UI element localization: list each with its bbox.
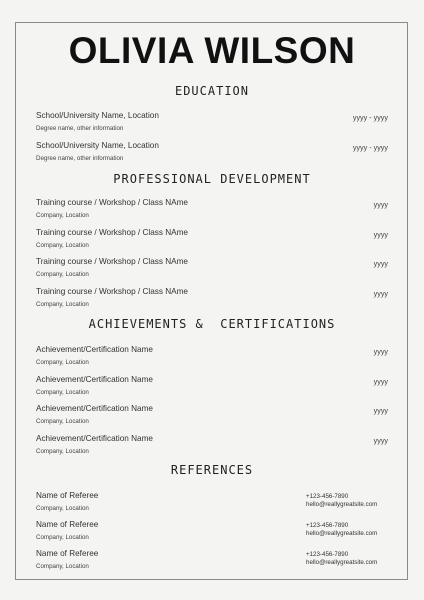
achievement-company: Company, Location bbox=[36, 359, 89, 366]
course-company: Company, Location bbox=[36, 301, 89, 308]
professional-item bbox=[36, 287, 388, 313]
professional-item bbox=[36, 257, 388, 283]
referee-name: Name of Referee bbox=[36, 549, 99, 558]
achievement-item bbox=[36, 434, 388, 460]
referee-company: Company, Location bbox=[36, 534, 89, 541]
referee-phone: +123-456-7890 bbox=[306, 551, 349, 558]
professional-item bbox=[36, 198, 388, 224]
achievement-name: Achievement/Certification Name bbox=[36, 375, 153, 384]
referee-company: Company, Location bbox=[36, 505, 89, 512]
course-name: Training course / Workshop / Class NAme bbox=[36, 198, 188, 207]
referee-company: Company, Location bbox=[36, 563, 89, 570]
reference-item bbox=[36, 491, 388, 521]
reference-item bbox=[36, 520, 388, 550]
achievement-company: Company, Location bbox=[36, 448, 89, 455]
education-dates: yyyy - yyyy bbox=[352, 143, 388, 152]
achievement-year: yyyy bbox=[373, 406, 388, 415]
referee-name: Name of Referee bbox=[36, 520, 99, 529]
referee-email: hello@reallygreatsite.com bbox=[306, 530, 378, 537]
education-degree: Degree name, other information bbox=[36, 155, 124, 162]
achievement-name: Achievement/Certification Name bbox=[36, 345, 153, 354]
education-school: School/University Name, Location bbox=[36, 141, 159, 150]
professional-item bbox=[36, 228, 388, 254]
referee-name: Name of Referee bbox=[36, 491, 99, 500]
course-company: Company, Location bbox=[36, 212, 89, 219]
course-year: yyyy bbox=[373, 230, 388, 239]
referee-phone: +123-456-7890 bbox=[306, 493, 349, 500]
achievement-year: yyyy bbox=[373, 377, 388, 386]
course-company: Company, Location bbox=[36, 242, 89, 249]
course-year: yyyy bbox=[373, 200, 388, 209]
achievement-year: yyyy bbox=[373, 347, 388, 356]
education-item bbox=[36, 141, 388, 167]
resume-name: OLIVIA WILSON bbox=[68, 30, 356, 71]
course-name: Training course / Workshop / Class NAme bbox=[36, 287, 188, 296]
course-year: yyyy bbox=[373, 259, 388, 268]
education-heading: EDUCATION bbox=[174, 84, 250, 98]
education-dates: yyyy - yyyy bbox=[352, 113, 388, 122]
education-school: School/University Name, Location bbox=[36, 111, 159, 120]
achievement-company: Company, Location bbox=[36, 418, 89, 425]
course-name: Training course / Workshop / Class NAme bbox=[36, 257, 188, 266]
professional-heading: PROFESSIONAL DEVELOPMENT bbox=[113, 172, 311, 186]
achievement-name: Achievement/Certification Name bbox=[36, 404, 153, 413]
achievements-heading: ACHIEVEMENTS & CERTIFICATIONS bbox=[88, 317, 336, 331]
achievement-year: yyyy bbox=[373, 436, 388, 445]
achievement-item bbox=[36, 345, 388, 371]
achievement-item bbox=[36, 404, 388, 430]
achievement-item bbox=[36, 375, 388, 401]
achievement-company: Company, Location bbox=[36, 389, 89, 396]
course-company: Company, Location bbox=[36, 271, 89, 278]
reference-item bbox=[36, 549, 388, 579]
course-year: yyyy bbox=[373, 289, 388, 298]
education-degree: Degree name, other information bbox=[36, 125, 124, 132]
referee-email: hello@reallygreatsite.com bbox=[306, 501, 378, 508]
referee-phone: +123-456-7890 bbox=[306, 522, 349, 529]
course-name: Training course / Workshop / Class NAme bbox=[36, 228, 188, 237]
achievement-name: Achievement/Certification Name bbox=[36, 434, 153, 443]
referee-email: hello@reallygreatsite.com bbox=[306, 559, 378, 566]
education-item bbox=[36, 111, 388, 137]
references-heading: REFERENCES bbox=[170, 463, 254, 477]
